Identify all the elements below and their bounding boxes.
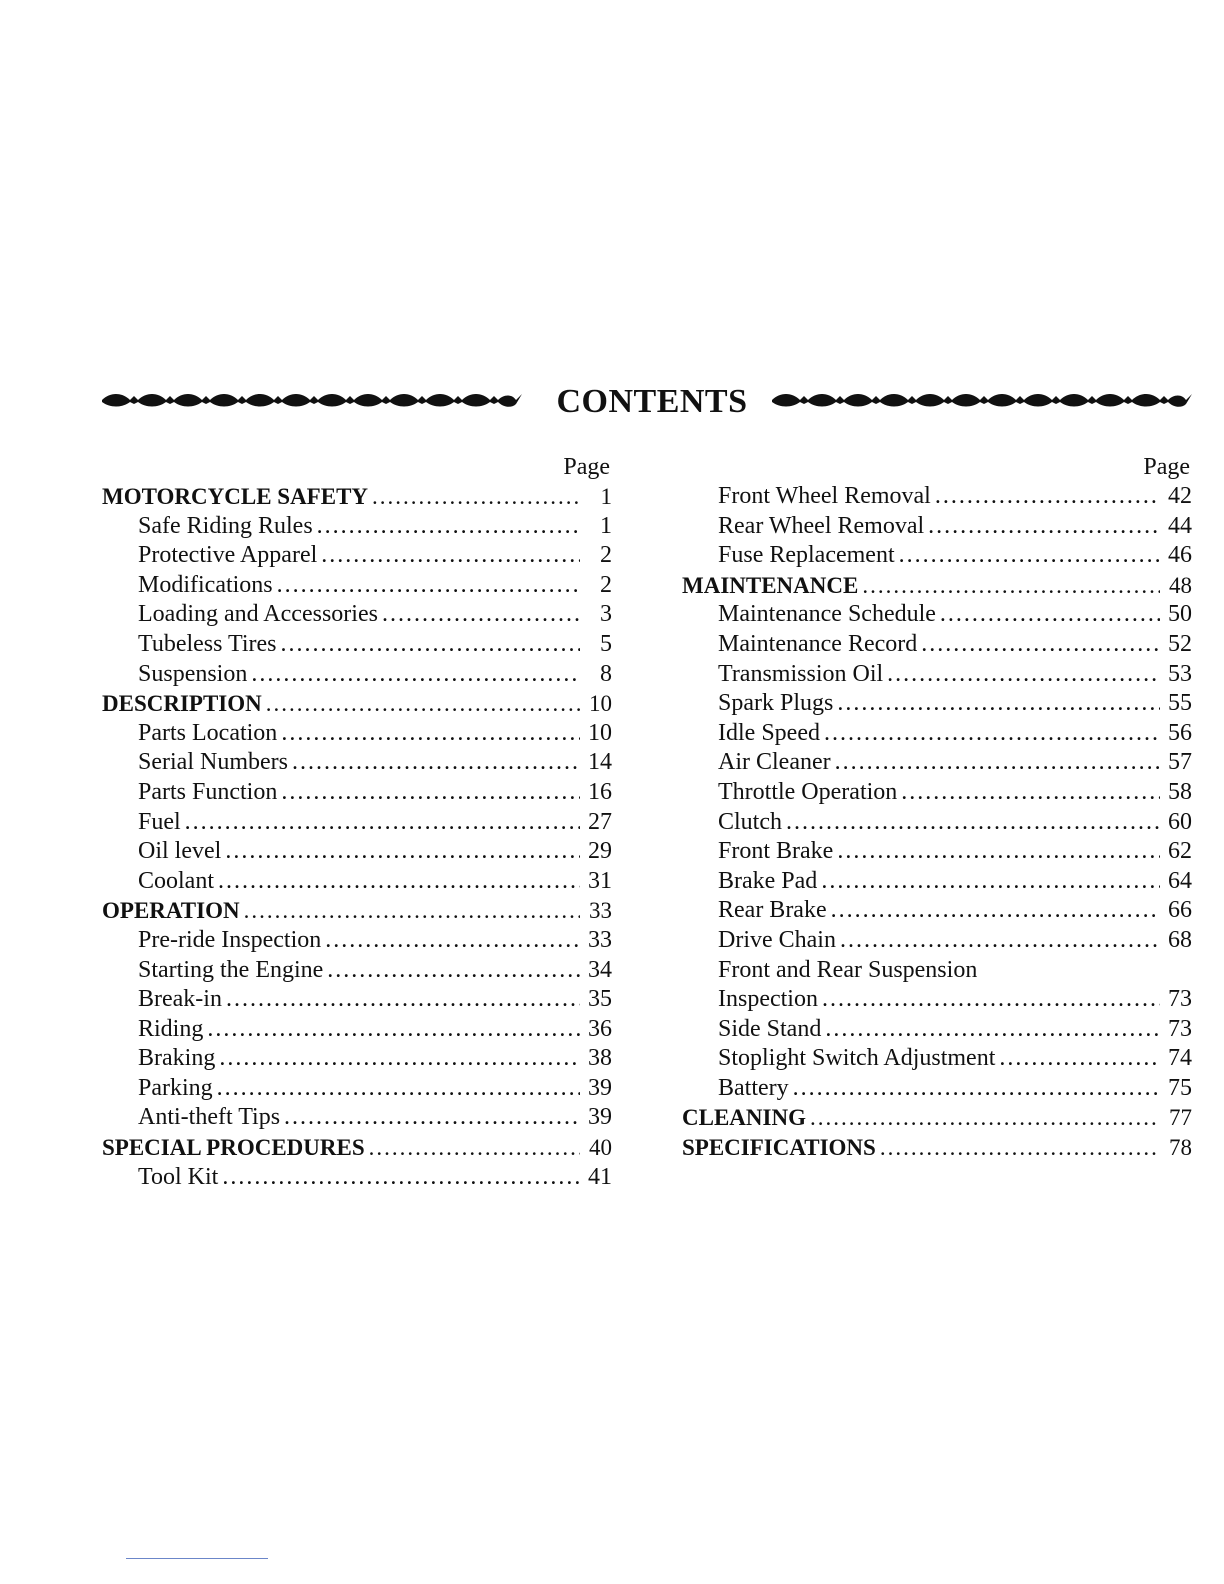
toc-entry	[682, 600, 1192, 630]
dot-leader	[321, 541, 580, 571]
toc-entry	[682, 660, 1192, 690]
toc-page-number: 33	[588, 926, 612, 953]
toc-entry-label: Maintenance Record	[718, 630, 918, 657]
toc-section-entry	[102, 689, 612, 719]
toc-page-number: 42	[1168, 483, 1192, 509]
toc-entry	[682, 867, 1192, 897]
dot-leader	[840, 926, 1160, 956]
toc-entry	[102, 778, 612, 808]
toc-entry	[682, 1074, 1192, 1104]
toc-page-number: 14	[588, 749, 612, 776]
toc-entry	[102, 1015, 612, 1045]
dot-leader	[281, 719, 580, 749]
toc-page-number: 33	[589, 898, 612, 924]
toc-entry-list	[102, 482, 612, 1192]
toc-entry-label: DESCRIPTION	[102, 691, 262, 717]
toc-entry	[682, 482, 1192, 512]
toc-entry	[682, 985, 1192, 1015]
toc-page-number: 55	[1168, 690, 1192, 717]
toc-entry-label: Brake Pad	[718, 867, 818, 894]
dot-leader	[225, 837, 580, 867]
toc-page-number: 10	[588, 719, 612, 746]
toc-page-number: 27	[588, 808, 612, 835]
toc-page-number: 77	[1169, 1105, 1192, 1131]
toc-page-number: 60	[1168, 808, 1192, 835]
toc-entry-label: Braking	[138, 1045, 216, 1072]
toc-entry	[682, 512, 1192, 542]
toc-entry-label: Front Wheel Removal	[718, 483, 931, 509]
toc-entry-label: CLEANING	[682, 1105, 806, 1131]
toc-entry	[682, 719, 1192, 749]
toc-entry-label: Modifications	[138, 571, 273, 598]
toc-entry	[682, 1015, 1192, 1045]
toc-page-number: 29	[588, 838, 612, 865]
dot-leader	[217, 1074, 580, 1104]
toc-entry	[102, 956, 612, 986]
toc-entry-label: Transmission Oil	[718, 660, 884, 687]
dot-leader	[369, 1133, 580, 1163]
toc-column-left	[102, 452, 612, 1192]
toc-page-number: 31	[588, 867, 612, 894]
dot-leader	[901, 778, 1160, 808]
toc-entry-label: Parts Location	[138, 719, 278, 746]
toc-section-entry	[102, 482, 612, 512]
dot-leader	[284, 1103, 580, 1133]
dot-leader	[887, 660, 1160, 690]
toc-entry	[682, 630, 1192, 660]
toc-entry	[102, 867, 612, 897]
toc-entry-label: Spark Plugs	[718, 690, 834, 717]
toc-page-number: 5	[600, 630, 612, 657]
dot-leader	[793, 1074, 1160, 1104]
toc-entry	[102, 541, 612, 571]
toc-section-entry	[682, 571, 1192, 601]
dot-leader	[382, 600, 580, 630]
toc-page-number: 39	[588, 1104, 612, 1131]
toc-entry-label: Fuel	[138, 808, 181, 835]
toc-page-number: 62	[1168, 838, 1192, 865]
toc-page-number: 48	[1169, 572, 1192, 598]
dot-leader	[292, 748, 580, 778]
dot-leader	[244, 896, 580, 926]
toc-page-number: 1	[600, 484, 612, 509]
toc-page-number: 53	[1168, 660, 1192, 687]
toc-page-number: 74	[1168, 1045, 1192, 1072]
dot-leader	[325, 926, 580, 956]
toc-entry	[102, 1103, 612, 1133]
toc-entry-label: MOTORCYCLE SAFETY	[102, 484, 369, 509]
toc-entry-label: Suspension	[138, 660, 248, 687]
toc-entry-label: Fuse Replacement	[718, 542, 895, 569]
toc-entry	[682, 808, 1192, 838]
toc-entry-label: Anti-theft Tips	[138, 1104, 281, 1131]
dot-leader	[880, 1133, 1160, 1163]
footer-rule	[126, 1558, 268, 1559]
dot-leader	[786, 808, 1160, 838]
dot-leader	[935, 482, 1160, 512]
toc-section-entry	[682, 1133, 1192, 1163]
toc-page-number: 66	[1168, 897, 1192, 924]
toc-entry-label: Parts Function	[138, 778, 278, 805]
toc-entry	[682, 1044, 1192, 1074]
toc-entry	[102, 985, 612, 1015]
dot-leader	[835, 748, 1160, 778]
toc-entry-label: Parking	[138, 1074, 213, 1101]
dot-leader	[831, 896, 1160, 926]
toc-page-number: 68	[1168, 926, 1192, 953]
toc-entry	[682, 926, 1192, 956]
toc-entry-label: OPERATION	[102, 898, 240, 924]
toc-entry-label: Break-in	[138, 986, 222, 1013]
toc-entry-label: Clutch	[718, 808, 782, 835]
toc-entry	[102, 660, 612, 690]
toc-entry	[102, 748, 612, 778]
toc-entry	[682, 956, 1192, 986]
toc-entry	[682, 896, 1192, 926]
dot-leader	[825, 1015, 1160, 1045]
toc-entry	[682, 837, 1192, 867]
dot-leader	[218, 867, 580, 897]
toc-entry-label: Maintenance Schedule	[718, 601, 936, 628]
toc-page-number: 35	[588, 986, 612, 1013]
toc-page-number: 41	[588, 1163, 612, 1190]
toc-entry	[102, 1044, 612, 1074]
toc-entry-label: Loading and Accessories	[138, 601, 378, 628]
dot-leader	[327, 956, 580, 986]
dot-leader	[207, 1015, 580, 1045]
dot-leader	[281, 630, 580, 660]
toc-entry-label: Air Cleaner	[718, 749, 831, 776]
toc-page-number: 2	[600, 571, 612, 598]
toc-entry-label: Throttle Operation	[718, 778, 898, 805]
dot-leader	[899, 541, 1160, 571]
toc-section-entry	[682, 1103, 1192, 1133]
toc-entry	[682, 689, 1192, 719]
toc-entry-label: Safe Riding Rules	[138, 512, 313, 539]
toc-entry-label: SPECIAL PROCEDURES	[102, 1135, 365, 1161]
dot-leader	[837, 837, 1160, 867]
contents-header	[102, 378, 1192, 434]
toc-entry-label: Serial Numbers	[138, 749, 288, 776]
toc-page-number: 3	[600, 601, 612, 628]
page-column-heading: Page	[563, 454, 610, 480]
toc-entry-label: Drive Chain	[718, 926, 836, 953]
dot-leader	[281, 778, 580, 808]
toc-page-number: 46	[1168, 542, 1192, 569]
toc-page-number: 73	[1168, 986, 1192, 1013]
toc-entry-label: Stoplight Switch Adjustment	[718, 1045, 996, 1072]
toc-entry-label: Inspection	[718, 986, 818, 1013]
dot-leader	[372, 482, 580, 512]
toc-page-number: 44	[1168, 512, 1192, 539]
toc-entry-label: Coolant	[138, 867, 214, 894]
toc-entry-label: Oil level	[138, 838, 222, 865]
toc-page-number: 2	[600, 542, 612, 569]
page-title: CONTENTS	[556, 383, 748, 420]
toc-section-entry	[102, 896, 612, 926]
dot-leader	[185, 808, 580, 838]
toc-entry	[102, 1163, 612, 1193]
dot-leader	[928, 512, 1160, 542]
toc-page-number: 16	[588, 778, 612, 805]
dot-leader	[222, 1163, 580, 1193]
dot-leader	[251, 660, 580, 690]
toc-entry-label: SPECIFICATIONS	[682, 1135, 876, 1161]
toc-entry-label: Rear Brake	[718, 897, 827, 924]
toc-entry	[682, 541, 1192, 571]
toc-entry-label: Tubeless Tires	[138, 630, 277, 657]
dot-leader	[219, 1044, 580, 1074]
dot-leader	[999, 1044, 1160, 1074]
toc-entry-label: Front Brake	[718, 838, 834, 865]
dot-leader	[821, 867, 1160, 897]
toc-entry	[102, 600, 612, 630]
dot-leader	[226, 985, 580, 1015]
toc-entry	[102, 926, 612, 956]
toc-entry-label: Pre-ride Inspection	[138, 926, 322, 953]
toc-entry-label: Riding	[138, 1015, 204, 1042]
toc-entry	[102, 1074, 612, 1104]
toc-entry-label: Rear Wheel Removal	[718, 512, 925, 539]
dot-leader	[822, 985, 1160, 1015]
toc-page-number: 10	[589, 691, 612, 717]
toc-entry	[102, 571, 612, 601]
toc-page-number: 78	[1169, 1135, 1192, 1161]
toc-entry-label: Protective Apparel	[138, 542, 318, 569]
toc-entry	[682, 748, 1192, 778]
toc-page-number: 64	[1168, 867, 1192, 894]
toc-page-number: 1	[600, 512, 612, 539]
page-column-heading: Page	[1143, 454, 1190, 480]
toc-entry	[682, 778, 1192, 808]
toc-page-number: 38	[588, 1045, 612, 1072]
dot-leader	[862, 571, 1160, 601]
toc-page-number: 39	[588, 1074, 612, 1101]
toc-entry-label: Starting the Engine	[138, 956, 324, 983]
toc-page-number: 34	[588, 956, 612, 983]
toc-entry-label: Tool Kit	[138, 1163, 219, 1190]
toc-column-right	[682, 452, 1192, 1163]
toc-entry-label: Front and Rear Suspension	[718, 956, 978, 983]
toc-page-number: 36	[588, 1015, 612, 1042]
toc-entry	[102, 837, 612, 867]
dot-leader	[277, 571, 580, 601]
toc-entry-label: Battery	[718, 1074, 789, 1101]
dot-leader	[317, 512, 580, 542]
toc-entry-label: MAINTENANCE	[682, 572, 859, 598]
toc-entry	[102, 719, 612, 749]
toc-page-number: 73	[1168, 1015, 1192, 1042]
toc-entry-list	[682, 482, 1192, 1163]
dot-leader	[810, 1103, 1160, 1133]
toc-entry-label: Side Stand	[718, 1015, 822, 1042]
dot-leader	[837, 689, 1160, 719]
toc-page-number: 56	[1168, 719, 1192, 746]
toc-entry-label: Idle Speed	[718, 719, 820, 746]
ornament-border-right	[772, 388, 1192, 410]
toc-page-number: 8	[600, 660, 612, 687]
toc-page-number: 75	[1168, 1074, 1192, 1101]
dot-leader	[824, 719, 1160, 749]
toc-page-number: 57	[1168, 749, 1192, 776]
toc-page-number: 52	[1168, 630, 1192, 657]
dot-leader	[940, 600, 1160, 630]
toc-page-number: 50	[1168, 601, 1192, 628]
toc-entry	[102, 512, 612, 542]
toc-page-number: 40	[589, 1135, 612, 1161]
dot-leader	[266, 689, 580, 719]
toc-entry	[102, 808, 612, 838]
toc-section-entry	[102, 1133, 612, 1163]
ornament-border-left	[102, 388, 522, 410]
dot-leader	[921, 630, 1160, 660]
toc-page-number: 58	[1168, 778, 1192, 805]
toc-entry	[102, 630, 612, 660]
